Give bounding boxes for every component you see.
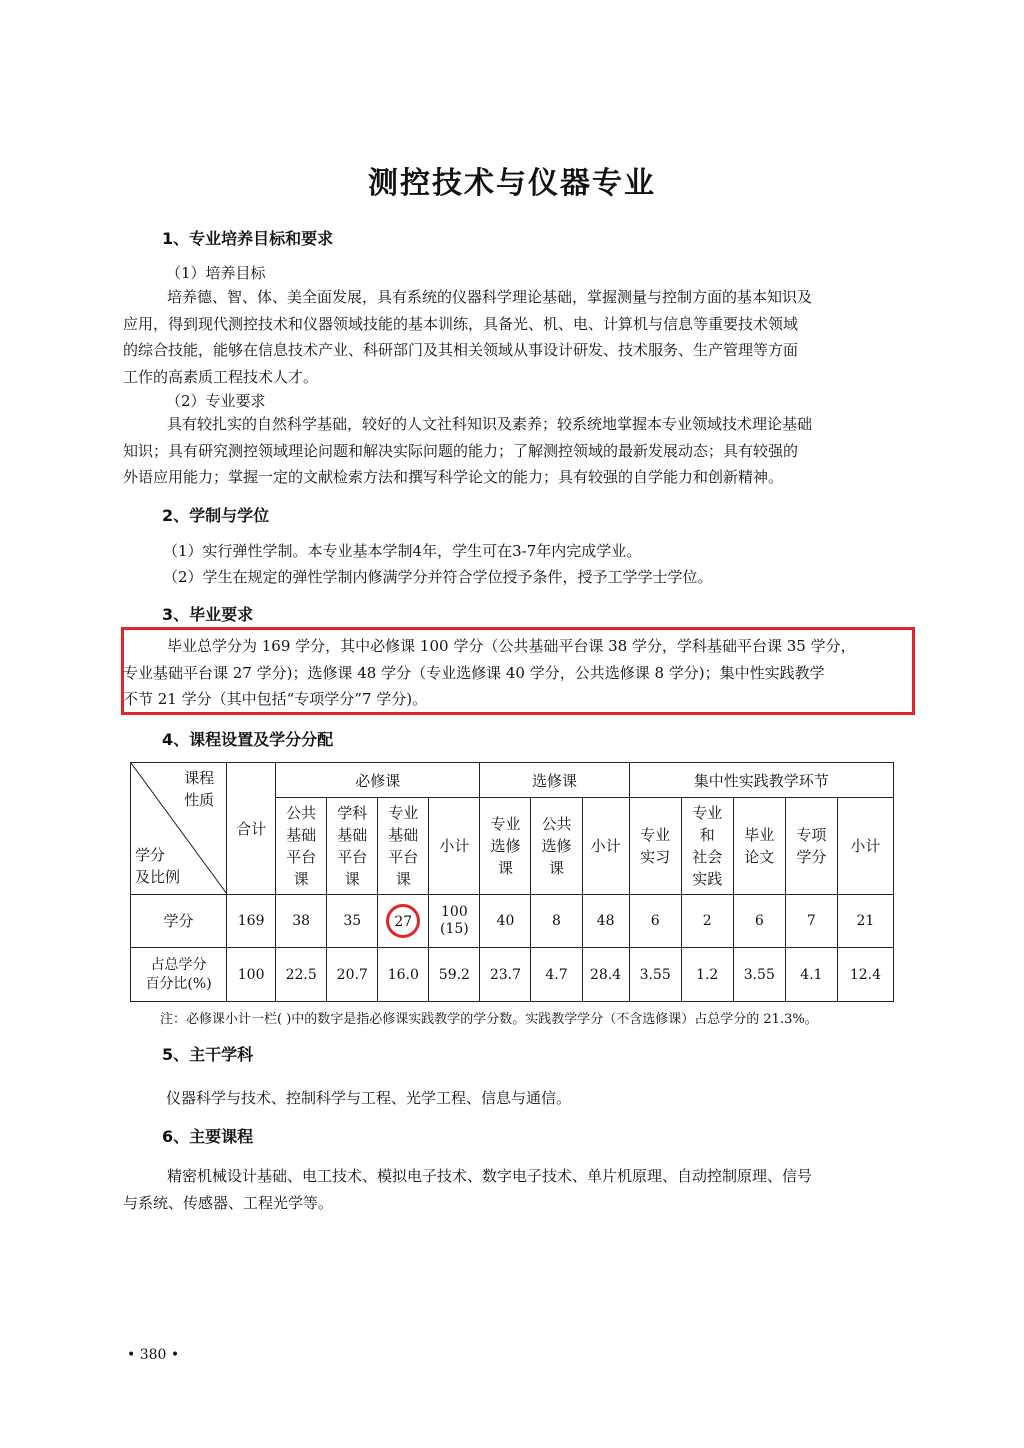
table-cell: 7	[785, 895, 837, 948]
graduation-paragraph	[123, 633, 909, 713]
table-cell: 35	[327, 895, 378, 948]
section-heading-2: 2、学制与学位	[162, 506, 270, 525]
elective-group-header: 选修课	[480, 763, 629, 798]
column-header: 专项 学分	[785, 798, 837, 895]
column-header: 学科 基础 平台 课	[327, 798, 378, 895]
table-cell: 1.2	[681, 948, 733, 1002]
table-cell: 4.7	[531, 948, 582, 1002]
table-note: 注：必修课小计一栏( )中的数字是指必修课实践教学的学分数。实践教学学分（不含选修课）占总学分的 21.3%。	[160, 1012, 818, 1027]
table-cell: 28.4	[582, 948, 629, 1002]
goal-line: 的综合技能，能够在信息技术产业、科研部门及其相关领域从事设计研发、技术服务、生产管理等方面	[123, 341, 799, 359]
table-cell: 100 (15)	[429, 895, 480, 948]
column-header: 小计	[582, 798, 629, 895]
table-cell: 8	[531, 895, 582, 948]
table-row	[131, 895, 894, 948]
section-heading-4: 4、课程设置及学分分配	[162, 730, 334, 749]
section-heading-6: 6、主要课程	[162, 1127, 254, 1146]
row-label: 学分	[131, 895, 227, 948]
schooling-line-2: （2）学生在规定的弹性学制内修满学分并符合学位授予条件，授予工学学士学位。	[163, 568, 713, 586]
table-cell: 21	[837, 895, 893, 948]
table-cell: 6	[733, 895, 785, 948]
column-header: 毕业 论文	[733, 798, 785, 895]
goal-line: 培养德、智、体、美全面发展，具有系统的仪器科学理论基础，掌握测量与控制方面的基本知识及	[167, 288, 813, 306]
table-cell: 16.0	[378, 948, 429, 1002]
main-disciplines-text: 仪器科学与技术、控制科学与工程、光学工程、信息与通信。	[166, 1089, 572, 1107]
required-group-header: 必修课	[276, 763, 480, 798]
column-header: 小计	[837, 798, 893, 895]
goal-paragraph	[123, 284, 905, 390]
main-courses-line: 精密机械设计基础、电工技术、模拟电子技术、数字电子技术、单片机原理、自动控制原理、信号	[167, 1167, 813, 1185]
table-cell: 100	[227, 948, 276, 1002]
table-corner-cell	[131, 763, 227, 895]
section-heading-5: 5、主干学科	[162, 1045, 254, 1064]
section-heading-3: 3、毕业要求	[162, 605, 254, 624]
column-header: 公共 选修 课	[531, 798, 582, 895]
requirement-paragraph	[123, 411, 905, 491]
column-header: 专业 实习	[629, 798, 681, 895]
column-header: 专业 选修 课	[480, 798, 531, 895]
goal-line: 应用，得到现代测控技术和仪器领域技能的基本训练，具备光、机、电、计算机与信息等重要技术领域	[123, 314, 799, 333]
table-cell: 40	[480, 895, 531, 948]
table-cell: 6	[629, 895, 681, 948]
main-courses-line: 与系统、传感器、工程光学等。	[123, 1193, 334, 1212]
subheading-goal: （1）培养目标	[166, 264, 266, 282]
section-heading-1: 1、专业培养目标和要求	[162, 229, 334, 248]
table-cell: 169	[227, 895, 276, 948]
page-number: • 380 •	[127, 1347, 180, 1363]
graduation-line: 不节 21 学分（其中包括“专项学分”7 学分)。	[123, 690, 428, 708]
graduation-line: 毕业总学分为 169 学分，其中必修课 100 学分（公共基础平台课 38 学分，学科基础平台课 35 学分，	[167, 637, 856, 655]
requirement-line: 知识；具有研究测控领域理论问题和解决实际问题的能力；了解测控领域的最新发展动态；具有较强的	[123, 441, 799, 460]
table-row	[131, 948, 894, 1002]
graduation-line: 专业基础平台课 27 学分)；选修课 48 学分（专业选修课 40 学分，公共选修课 8 学分)；集中性实践教学	[123, 663, 825, 682]
goal-line: 工作的高素质工程技术人才。	[123, 367, 319, 386]
column-header: 专业 基础 平台 课	[378, 798, 429, 895]
table-cell: 23.7	[480, 948, 531, 1002]
column-header: 公共 基础 平台 课	[276, 798, 327, 895]
row-label: 占总学分 百分比(%)	[131, 948, 227, 1002]
table-cell-circled	[378, 895, 429, 948]
table-cell: 48	[582, 895, 629, 948]
subheading-requirement: （2）专业要求	[166, 392, 266, 410]
requirement-line: 外语应用能力；掌握一定的文献检索方法和撰写科学论文的能力；具有较强的自学能力和创新精神。	[123, 468, 784, 486]
table-cell: 4.1	[785, 948, 837, 1002]
requirement-line: 具有较扎实的自然科学基础，较好的人文社科知识及素养；较系统地掌握本专业领域技术理论基础	[167, 415, 813, 433]
column-header: 小计	[429, 798, 480, 895]
practice-group-header: 集中性实践教学环节	[629, 763, 893, 798]
table-cell: 2	[681, 895, 733, 948]
table-cell: 59.2	[429, 948, 480, 1002]
table-cell: 12.4	[837, 948, 893, 1002]
table-cell: 20.7	[327, 948, 378, 1002]
red-circle-annotation: 27	[386, 904, 420, 938]
credit-table	[130, 762, 894, 1002]
table-cell: 38	[276, 895, 327, 948]
table-cell: 3.55	[733, 948, 785, 1002]
schooling-line-1: （1）实行弹性学制。本专业基本学制4年，学生可在3-7年内完成学业。	[163, 542, 642, 560]
table-cell: 22.5	[276, 948, 327, 1002]
corner-bottom-label: 学分 及比例	[135, 846, 181, 886]
total-header: 合计	[227, 763, 276, 895]
corner-top-label: 课程 性质	[184, 769, 215, 809]
column-header: 专业 和 社会 实践	[681, 798, 733, 895]
table-cell: 3.55	[629, 948, 681, 1002]
page-title: 测控技术与仪器专业	[368, 166, 656, 201]
main-courses-paragraph	[123, 1163, 905, 1216]
